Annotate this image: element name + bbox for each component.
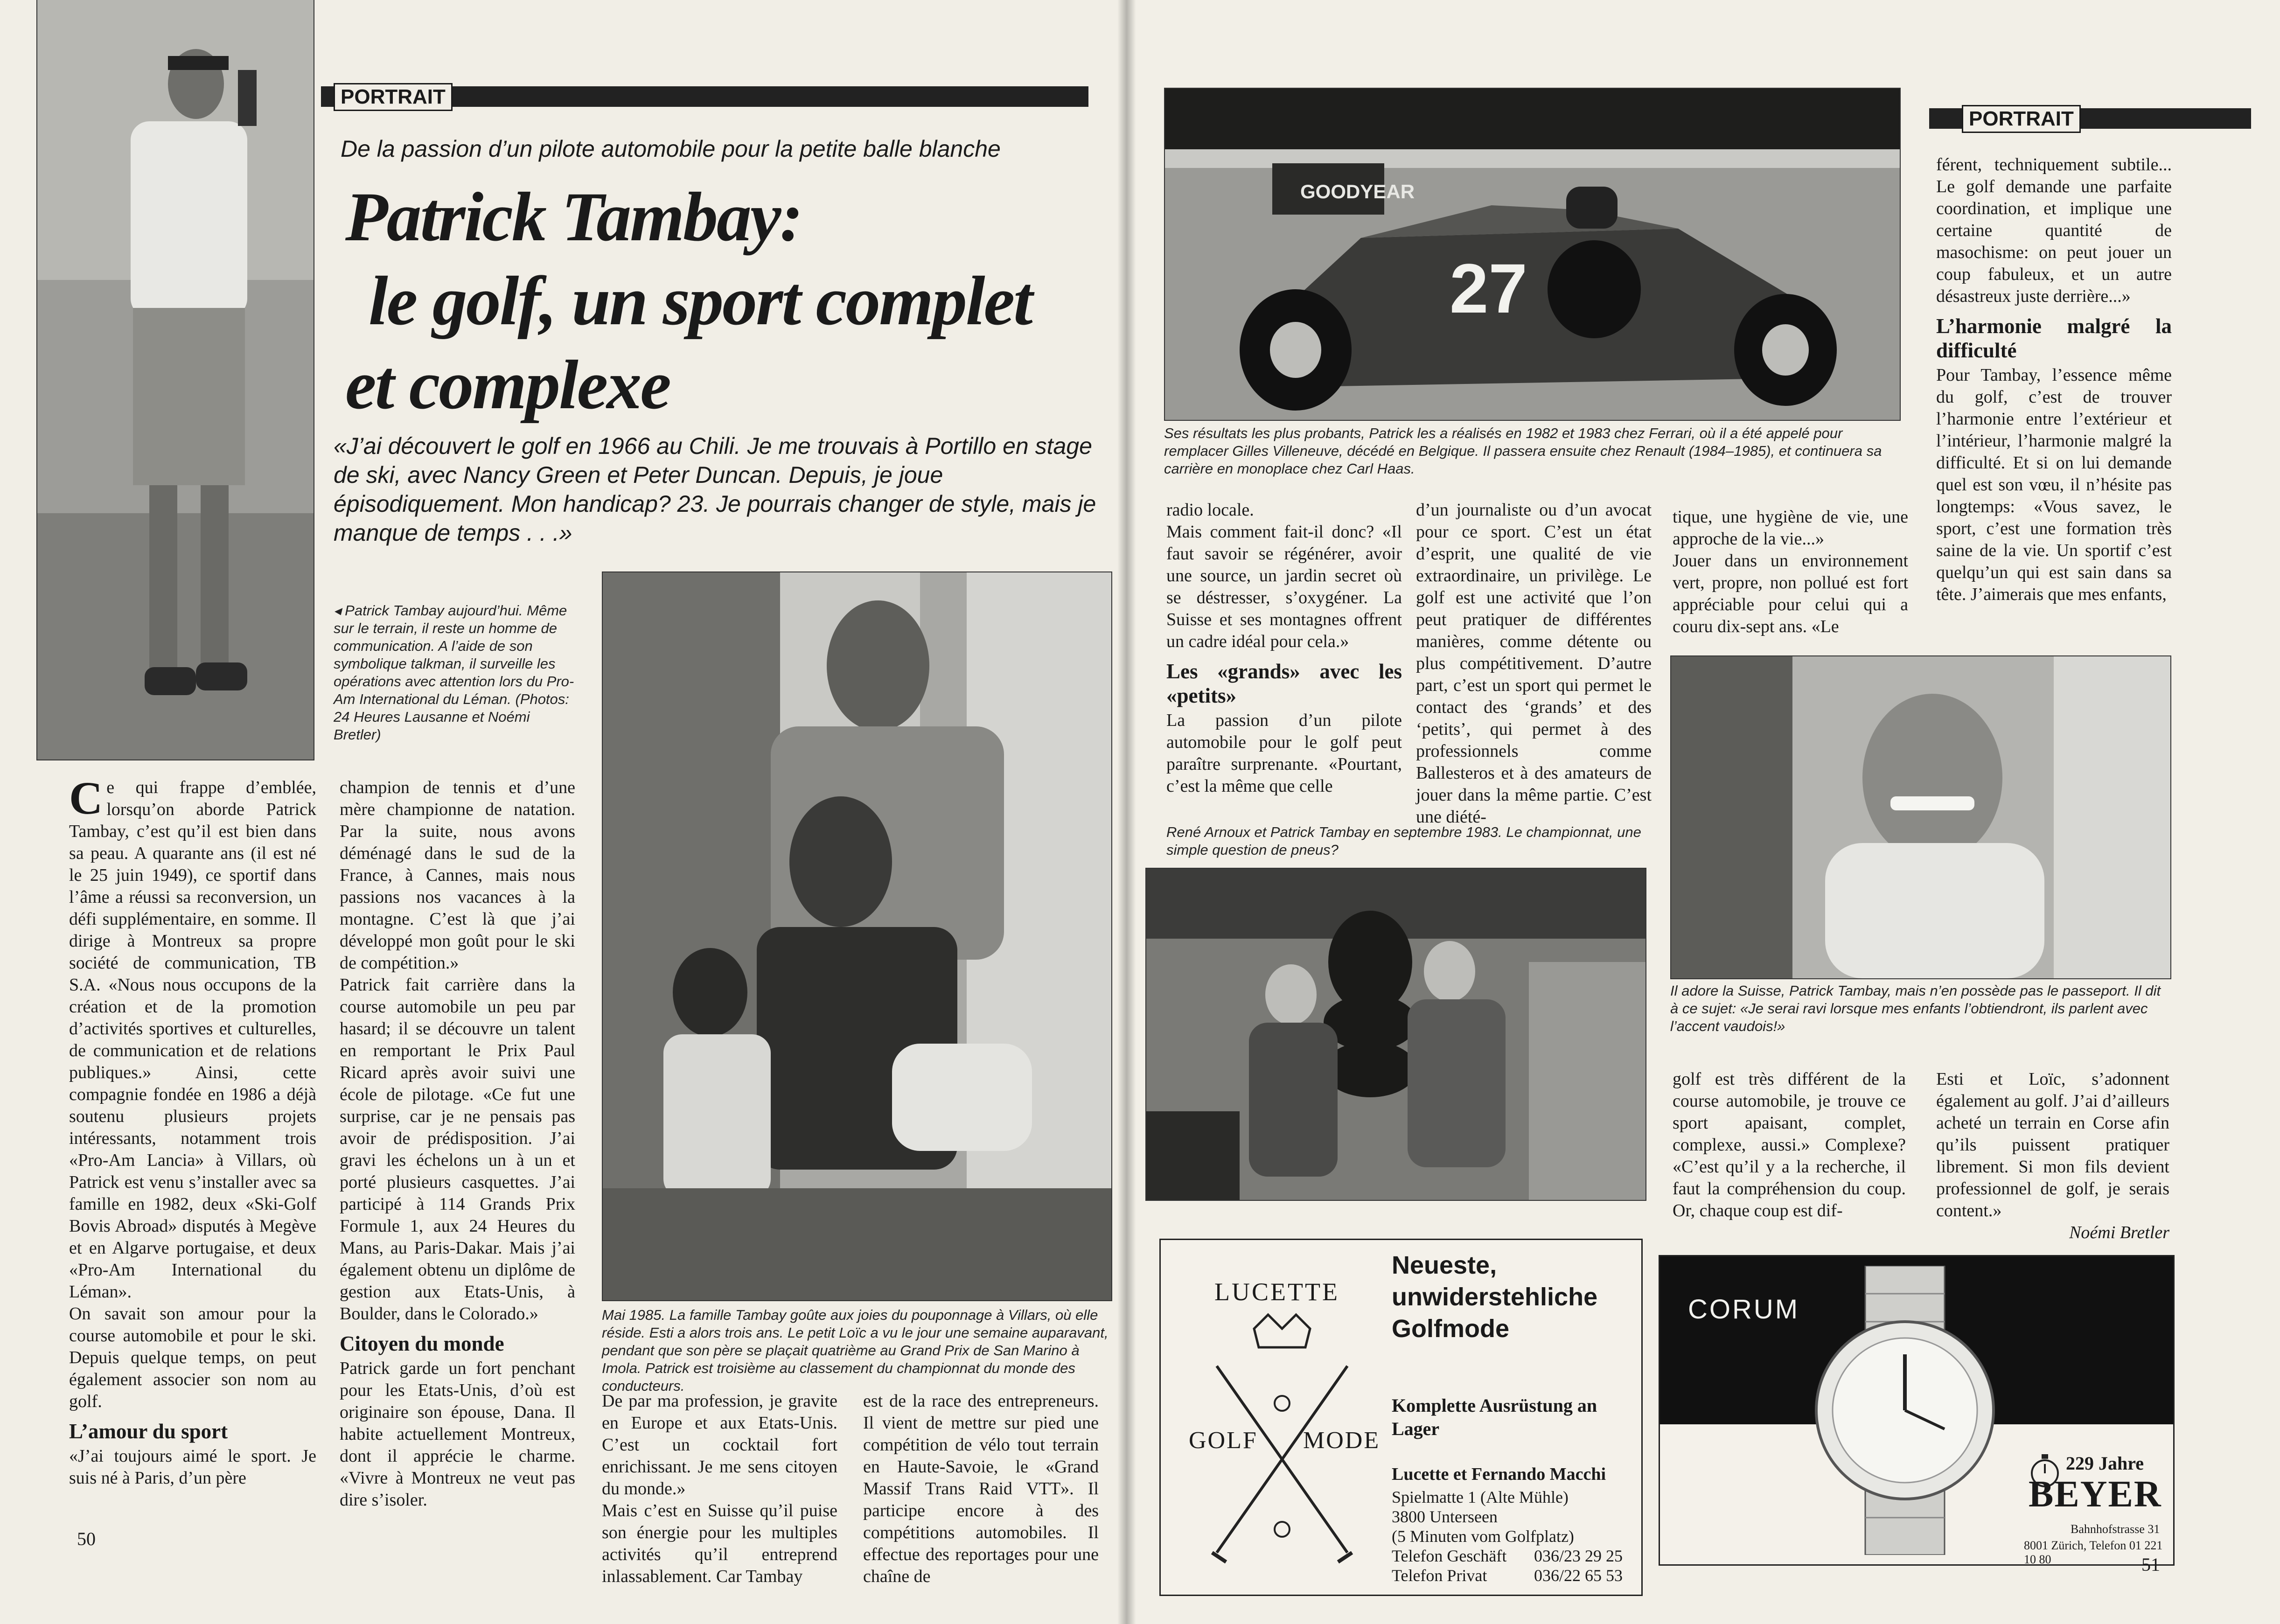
column-a: [1166, 499, 1402, 797]
author-signature: Noémi Bretler: [2069, 1223, 2169, 1242]
paragraph: Mais comment fait-il donc? «Il faut savoir se régénérer, avoir une source, un jardin secret où se déstresser, s’oxygéner. La Suisse et ses montagnes offrent un cadre idéal pour cela.»: [1166, 522, 1402, 651]
subhead-les-grands: Les «grands» avec les «petits»: [1166, 660, 1402, 707]
paragraph: Patrick fait carrière dans la course automobile un peu par hasard; il se découvre un talent en remportant le Prix Paul Ricard après avoir suivi une école de pilotage. «Ce fut une surprise, car je ne pensais pas avoir de prédisposition. J’ai gravi les échelons un à un et porté plusieurs casquettes. J’ai participé à 114 Grands Prix Formule 1, aux 24 Heures du Mans, au Paris-Dakar. Mais j’ai également obtenu un diplôme de gestion aux Etats-Unis, à Boulder, dans le Colorado.»: [340, 975, 575, 1324]
paragraph: Mais c’est en Suisse qu’il puise son énergie pour les multiples activités qu’il entreprend inlassablement. Car Tambay: [602, 1501, 837, 1586]
ad-beyer-city: 8001 Zürich, Telefon 01 221 10 80: [2024, 1539, 2163, 1566]
ad-lucette-brand-right: MODE: [1303, 1427, 1381, 1454]
ad-beyer-address: Bahnhofstrasse 31: [2071, 1522, 2160, 1536]
photo-family: [602, 572, 1112, 1301]
headline-line-1: Patrick Tambay:: [345, 178, 802, 256]
ad-lucette-address1: Spielmatte 1 (Alte Mühle): [1392, 1488, 1569, 1506]
drop-cap: C: [69, 772, 103, 824]
column-e: [1673, 1068, 1906, 1222]
watch-icon: [1805, 1266, 2005, 1555]
ad-lucette-headline: Neueste, unwiderstehliche Golfmode: [1392, 1251, 1598, 1343]
column-3: [602, 1390, 837, 1588]
photo-talkman: [36, 0, 314, 760]
photo-pits: [1145, 868, 1646, 1201]
paragraph: golf est très différent de la course automobile, je trouve ce sport apaisant, complet, complexe, aussi.» Complexe? «C’est qu’il y a la recherche, il faut la compréhension du coup. Or, chaque coup est dif-: [1673, 1069, 1906, 1220]
kicker-portrait: PORTRAIT: [334, 83, 453, 111]
paragraph: De par ma profession, je gravite en Europe et aux Etats-Unis. C’est un cocktail fort enrichissant. Je me sens citoyen du monde.»: [602, 1391, 837, 1499]
page-number: 51: [2141, 1554, 2160, 1575]
ad-lucette-phone1: 036/23 29 25: [1534, 1547, 1623, 1565]
headline-line-2: le golf, un sport complet: [369, 262, 1032, 340]
ad-lucette-sub: Komplette Ausrüstung an Lager: [1392, 1395, 1597, 1439]
intro-quote: «J’ai découvert le golf en 1966 au Chili. Je me trouvais à Portillo en stage de ski, avec Nancy Green et Peter Duncan. Depuis, je joue épisodiquement. Mon handicap? 23. Je pourrais changer de style, mais je manque de temps . . .»: [334, 433, 1096, 546]
ad-lucette-address2: 3800 Unterseen: [1392, 1507, 1498, 1526]
ad-lucette-phone2: 036/22 65 53: [1534, 1566, 1623, 1585]
ad-corum-brand: CORUM: [1688, 1294, 1800, 1324]
caption-car: Ses résultats les plus probants, Patrick les a réalisés en 1982 et 1983 chez Ferrari, où il a été appelé pour remplacer Gilles Villeneuve, décédé en Belgique. Il passera ensuite chez Renault (1984–1985), et continuera sa carrière en monoplace chez Carl Haas.: [1164, 425, 1882, 477]
kicker-portrait: PORTRAIT: [1962, 105, 2081, 133]
paragraph: d’un journaliste ou d’un avocat pour ce sport. C’est un état d’esprit, une qualité de vie extraordinaire, un privilège. Le golf est une activité que l’on peut pratiquer de différentes manières, comme détente ou plus compétitivement. D’autre part, c’est un sport qui permet le contact des ‘grands’ et des ‘petits’, qui permet à des professionnels comme Ballesteros et à des amateurs de jouer dans la même partie. C’est une diété-: [1416, 500, 1652, 827]
ad-lucette-address3: (5 Minuten vom Golfplatz): [1392, 1527, 1574, 1546]
left-page: [0, 0, 1127, 1624]
right-page: [1127, 0, 2280, 1624]
ad-lucette-phone2-label: Telefon Privat: [1392, 1566, 1487, 1585]
column-4: [863, 1390, 1099, 1588]
caption-family: Mai 1985. La famille Tambay goûte aux joies du pouponnage à Villars, où elle réside. Esti a alors trois ans. Le petit Loïc a vu le jour une semaine auparavant, pendant que son père se plaçait quatrième au Grand Prix de San Marino à Imola. Patrick est troisième au classement du championnat du monde des conducteurs.: [602, 1307, 1109, 1394]
paragraph: champion de tennis et d’une mère championne de natation. Par la suite, nous avons déménagé dans le sud de la France, à Cannes, mais nous passions nos vacances à la montagne. C’est là que j’ai développé mon goût pour le ski de compétition.»: [340, 778, 575, 973]
paragraph: Pour Tambay, l’essence même du golf, c’est de trouver l’harmonie entre l’extérieur et l’intérieur, l’harmonie malgré la difficulté. Et si on lui demande quel est son vœu, il n’hésite pas longtemps: «Vous savez, le sport, c’est une formation très saine de la vie. Un sportif c’est quelqu’un qui est sain dans sa tête. J’aimerais que mes enfants,: [1936, 365, 2172, 604]
ad-lucette-golf-mode: [1159, 1239, 1643, 1596]
tagline: De la passion d’un pilote automobile pour la petite balle blanche: [341, 136, 1001, 162]
column-1: [69, 772, 316, 1489]
column-b: [1416, 499, 1652, 828]
paragraph: radio locale.: [1166, 500, 1254, 520]
caption-talkman: ◂ Patrick Tambay aujourd’hui. Même sur le terrain, il reste un homme de communication. A l’aide de son symbolique talkman, il surveille les opérations avec attention lors du Pro-Am International du Léman. (Photos: 24 Heures Lausanne et Noémi Bretler): [334, 602, 574, 743]
ad-lucette-owners: Lucette et Fernando Macchi: [1392, 1464, 1606, 1484]
subhead-citoyen-du-monde: Citoyen du monde: [340, 1332, 504, 1355]
ad-lucette-brand-top: LUCETTE: [1214, 1278, 1339, 1306]
headline-line-3: et complexe: [345, 346, 670, 424]
column-c: [1673, 506, 1908, 638]
ad-corum-beyer: [1659, 1255, 2175, 1566]
paragraph: La passion d’un pilote automobile pour le golf peut paraître surprenante. «Pourtant, c’est la même que celle: [1166, 711, 1402, 796]
car-sponsor: GOODYEAR: [1300, 181, 1415, 202]
spine-gutter: [1117, 0, 1136, 1624]
paragraph: Esti et Loïc, s’adonnent également au golf. J’ai d’ailleurs acheté un terrain en Corse afin qu’ils puissent pratiquer librement. Si mon fils devient professionnel de golf, je serais content.»: [1936, 1069, 2169, 1220]
ad-lucette-phone1-label: Telefon Geschäft: [1392, 1547, 1507, 1565]
paragraph: Ce qui frappe d’emblée, lorsqu’on aborde Patrick Tambay, c’est qu’il est bien dans sa peau. A quarante ans (il est né le 25 juin 1949), ce sportif dans l’âme a réussi sa reconversion, un défi supplémentaire, en somme. Il dirige à Montreux sa propre société de communication, TB S.A. «Nous nous occupons de la création et de la promotion d’activités sportives et culturelles, de communication et de relations publiques.» Ainsi, cette compagnie fondée en 1986 a déjà soutenu plusieurs projets intéressants, notamment trois «Pro-Am Lancia» à Villars, où Patrick est venu s’installer avec sa famille en 1982, deux «Ski-Golf Bovis Abroad» disputés à Megève et en Algarve portugaise, et deux «Pro-Am International du Léman».: [69, 772, 316, 1302]
page-number: 50: [77, 1528, 96, 1549]
paragraph: Jouer dans un environnement vert, propre, non pollué est fort appréciable pour celui qui a couru dix-sept ans. «Le: [1673, 551, 1908, 636]
paragraph: férent, techniquement subtile... Le golf demande une parfaite coordination, et implique une certaine quantité de masochisme: on peut jouer un coup fabuleux, et un autre désastreux juste derrière...»: [1936, 155, 2172, 306]
column-2: [340, 777, 575, 1511]
paragraph: Patrick garde un fort penchant pour les Etats-Unis, d’où est originaire son épouse, Dana. Il habite actuellement Montreux, dont il apprécie le charme. «Vivre à Montreux ne veut pas dire s’isoler.: [340, 1359, 575, 1510]
subhead-harmonie: L’harmonie malgré la difficulté: [1936, 314, 2172, 362]
paragraph: «J’ai toujours aimé le sport. Je suis né à Paris, d’un père: [69, 1446, 316, 1488]
caption-pits: René Arnoux et Patrick Tambay en septembre 1983. Le championnat, une simple question de pneus?: [1166, 824, 1641, 858]
photo-ferrari-car: [1164, 88, 1901, 421]
ad-lucette-brand-left: GOLF: [1189, 1427, 1258, 1454]
paragraph: On savait son amour pour la course automobile et pour le ski. Depuis quelque temps, on peut également associer son nom au golf.: [69, 1304, 316, 1411]
column-d: [1936, 154, 2172, 606]
paragraph: tique, une hygiène de vie, une approche de la vie...»: [1673, 507, 1908, 549]
ad-beyer-anniversary: 229 Jahre: [2066, 1453, 2144, 1474]
ad-beyer-shop: BEYER: [2029, 1474, 2162, 1515]
paragraph: est de la race des entrepreneurs. Il vient de mettre sur pied une compétition de vélo tout terrain en Haute-Savoie, le «Grand Massif Trans Raid VTT». Il participe encore à des compétitions automobiles. Il effectue des reportages pour une chaîne de: [863, 1391, 1099, 1586]
subhead-amour-du-sport: L’amour du sport: [69, 1420, 228, 1443]
photo-portrait: [1670, 655, 2171, 979]
column-f: [1936, 1068, 2169, 1244]
caption-portrait: Il adore la Suisse, Patrick Tambay, mais n’en possède pas le passeport. Il dit à ce sujet: «Je serai ravi lorsque mes enfants l’obtiendront, ils parlent avec l’accent vaudois!»: [1670, 983, 2161, 1034]
car-number: 27: [1450, 249, 1527, 328]
